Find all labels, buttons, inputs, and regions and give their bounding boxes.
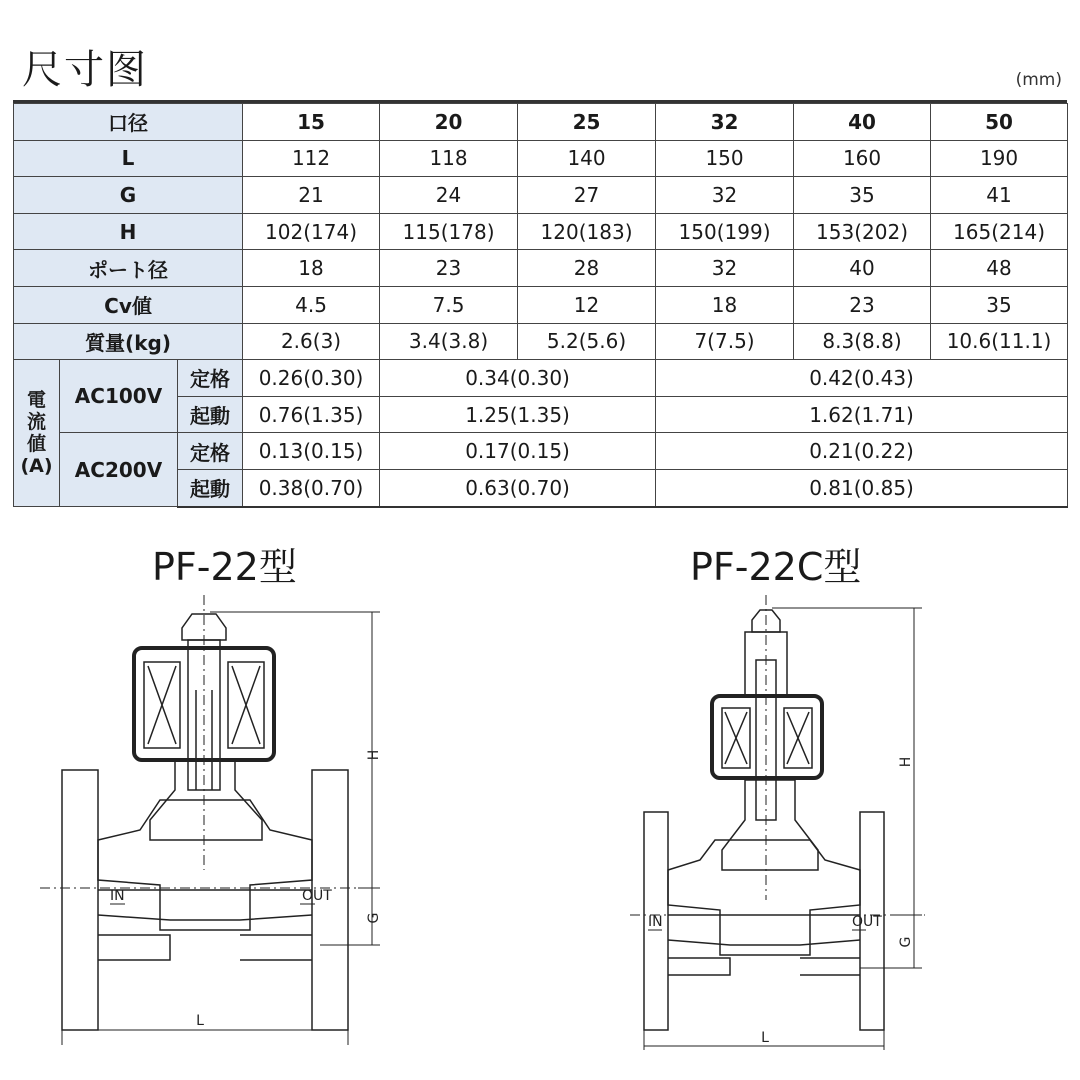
value-cell: 18 [656, 286, 794, 323]
value-cell: 112 [243, 140, 380, 177]
header-label-cell: 口径 [14, 104, 243, 141]
value-cell: 18 [243, 250, 380, 287]
model-title-pf22: PF-22型 [152, 545, 297, 589]
pf22c-h-label: H [898, 756, 914, 768]
value-cell: 48 [931, 250, 1068, 287]
row-label: Cv値 [14, 286, 243, 323]
value-cell: 160 [794, 140, 931, 177]
pf22-h-label: H [366, 749, 382, 761]
pf22c-coil-hatch [725, 712, 809, 764]
value-cell: 5.2(5.6) [518, 323, 656, 360]
value-cell: 3.4(3.8) [380, 323, 518, 360]
size-cell: 15 [243, 104, 380, 141]
value-cell: 118 [380, 140, 518, 177]
pf22c-drawing [630, 595, 925, 1050]
value-cell: 23 [380, 250, 518, 287]
pf22c-passage [668, 915, 860, 945]
start-label: 起動 [178, 396, 243, 433]
value-cell: 23 [794, 286, 931, 323]
pf22-drawing [40, 595, 380, 1045]
unit-label: (mm) [1015, 70, 1062, 90]
rated-label: 定格 [178, 360, 243, 397]
value-cell: 115(178) [380, 213, 518, 250]
pf22c-lower-body [668, 958, 860, 975]
value-cell: 0.63(0.70) [380, 469, 656, 506]
row-label: 質量(kg) [14, 323, 243, 360]
value-cell: 0.13(0.15) [243, 433, 380, 470]
value-cell: 0.26(0.30) [243, 360, 380, 397]
value-cell: 32 [656, 177, 794, 214]
pf22c-l-label: L [761, 1030, 769, 1046]
value-cell: 35 [794, 177, 931, 214]
value-cell: 102(174) [243, 213, 380, 250]
value-cell: 2.6(3) [243, 323, 380, 360]
size-cell: 32 [656, 104, 794, 141]
pf22c-out-label: OUT [852, 914, 882, 930]
pf22-body [98, 800, 312, 930]
value-cell: 27 [518, 177, 656, 214]
page-title: 尺寸图 [22, 47, 148, 93]
value-cell: 0.17(0.15) [380, 433, 656, 470]
value-cell: 140 [518, 140, 656, 177]
row-label: ポート径 [14, 250, 243, 287]
value-cell: 32 [656, 250, 794, 287]
value-cell: 7.5 [380, 286, 518, 323]
current-label-char: 電 [26, 389, 46, 412]
value-cell: 120(183) [518, 213, 656, 250]
row-label: H [14, 213, 243, 250]
pf22-g-label: G [366, 912, 382, 924]
pf22-passage [98, 890, 312, 920]
size-cell: 40 [794, 104, 931, 141]
value-cell: 24 [380, 177, 518, 214]
value-cell: 21 [243, 177, 380, 214]
model-title-pf22c: PF-22C型 [690, 545, 862, 589]
row-label: G [14, 177, 243, 214]
value-cell: 0.34(0.30) [380, 360, 656, 397]
value-cell: 0.21(0.22) [656, 433, 1068, 470]
current-label-char: (A) [20, 455, 53, 478]
size-cell: 20 [380, 104, 518, 141]
value-cell: 0.76(1.35) [243, 396, 380, 433]
value-cell: 7(7.5) [656, 323, 794, 360]
value-cell: 0.38(0.70) [243, 469, 380, 506]
pf22-out-label: OUT [302, 888, 332, 904]
value-cell: 150(199) [656, 213, 794, 250]
pf22-l-label: L [196, 1013, 204, 1029]
value-cell: 12 [518, 286, 656, 323]
pf22-lower-body [98, 935, 312, 960]
pf22-left-flange [62, 770, 98, 1030]
pf22c-in-label: IN [648, 914, 663, 930]
value-cell: 41 [931, 177, 1068, 214]
value-cell: 0.81(0.85) [656, 469, 1068, 506]
current-label-char: 値 [26, 433, 46, 456]
size-cell: 25 [518, 104, 656, 141]
pf22c-body [668, 840, 860, 955]
value-cell: 0.42(0.43) [656, 360, 1068, 397]
current-label-char: 流 [26, 411, 46, 434]
pf22c-bonnet [722, 780, 818, 870]
voltage-label: AC100V [60, 360, 178, 433]
value-cell: 150 [656, 140, 794, 177]
value-cell: 153(202) [794, 213, 931, 250]
voltage-label: AC200V [60, 433, 178, 507]
value-cell: 35 [931, 286, 1068, 323]
value-cell: 1.25(1.35) [380, 396, 656, 433]
pf22-dim-l [62, 1030, 348, 1045]
size-cell: 50 [931, 104, 1068, 141]
pf22c-g-label: G [898, 936, 914, 948]
value-cell: 40 [794, 250, 931, 287]
rated-label: 定格 [178, 433, 243, 470]
value-cell: 190 [931, 140, 1068, 177]
value-cell: 165(214) [931, 213, 1068, 250]
value-cell: 4.5 [243, 286, 380, 323]
row-label: L [14, 140, 243, 177]
value-cell: 28 [518, 250, 656, 287]
value-cell: 10.6(11.1) [931, 323, 1068, 360]
value-cell: 1.62(1.71) [656, 396, 1068, 433]
start-label: 起動 [178, 469, 243, 506]
value-cell: 8.3(8.8) [794, 323, 931, 360]
pf22-in-label: IN [110, 888, 125, 904]
